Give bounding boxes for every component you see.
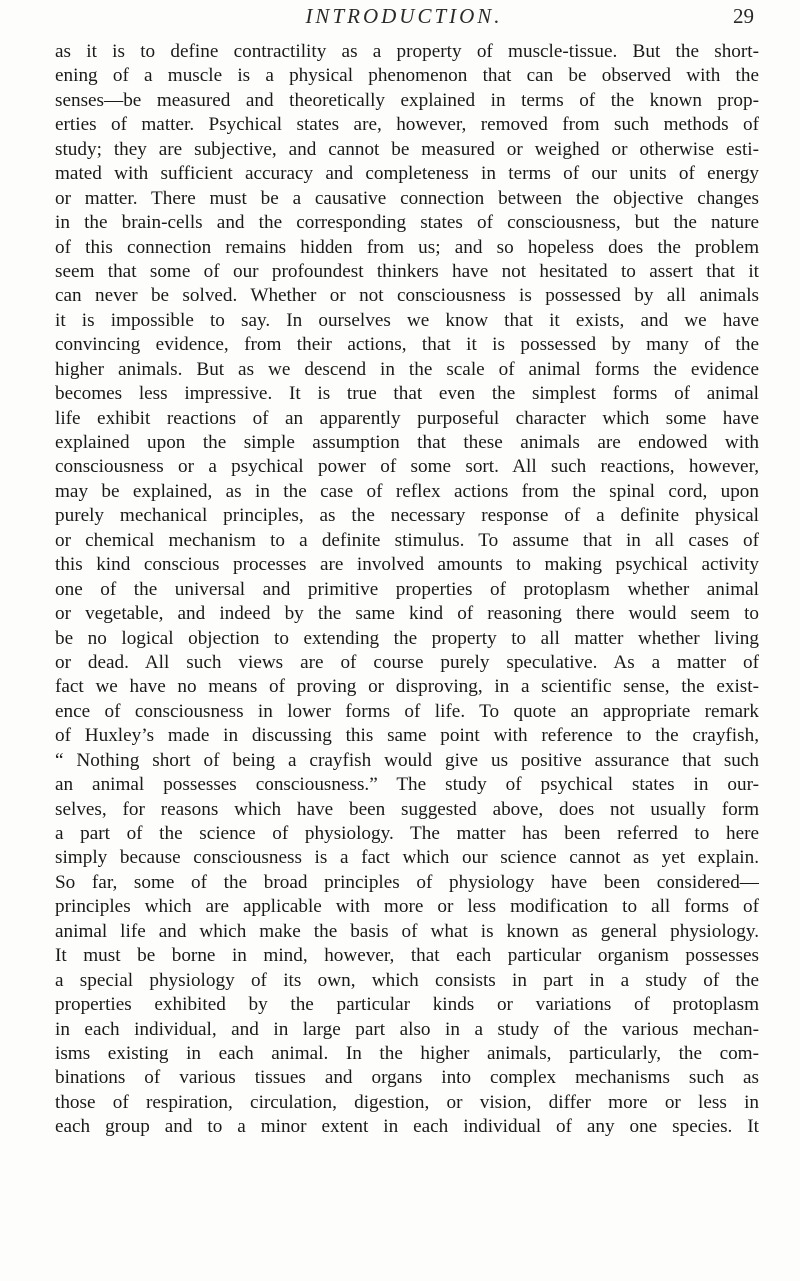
text-line: an animal possesses consciousness.” The study of psychical states in our- xyxy=(55,774,759,796)
text-line: be no logical objection to extending the property to all matter whether living xyxy=(55,627,759,649)
text-line: in the brain-cells and the corresponding states of consciousness, but the nature xyxy=(55,212,759,234)
text-line: or chemical mechanism to a definite stimulus. To assume that in all cases of xyxy=(55,529,759,551)
text-line: this kind conscious processes are involved amounts to making psychical activity xyxy=(55,554,759,576)
text-line: higher animals. But as we descend in the scale of animal forms the evidence xyxy=(55,358,759,380)
text-line: properties exhibited by the particular kinds or variations of protoplasm xyxy=(55,994,759,1016)
text-line: study; they are subjective, and cannot be measured or weighed or otherwise esti- xyxy=(55,138,759,160)
text-line: a special physiology of its own, which consists in part in a study of the xyxy=(55,969,759,991)
text-line: or dead. All such views are of course purely speculative. As a matter of xyxy=(55,651,759,673)
text-line: or matter. There must be a causative connection between the objective changes xyxy=(55,187,759,209)
body-text xyxy=(55,40,759,1140)
text-line: principles which are applicable with more or less modification to all forms of xyxy=(55,896,759,918)
text-line: can never be solved. Whether or not consciousness is possessed by all animals xyxy=(55,285,759,307)
text-line: or vegetable, and indeed by the same kind of reasoning there would seem to xyxy=(55,603,759,625)
text-line: ence of consciousness in lower forms of life. To quote an appropriate remark xyxy=(55,700,759,722)
text-line: seem that some of our profoundest thinkers have not hesitated to assert that it xyxy=(55,260,759,282)
text-line: animal life and which make the basis of what is known as general physiology. xyxy=(55,920,759,942)
text-line: of this connection remains hidden from us; and so hopeless does the problem xyxy=(55,236,759,258)
running-title: INTRODUCTION. xyxy=(305,4,503,28)
text-line: as it is to define contractility as a property of muscle-tissue. But the short- xyxy=(55,41,759,62)
text-line: a part of the science of physiology. The matter has been referred to here xyxy=(55,823,759,844)
text-line: selves, for reasons which have been suggested above, does not usually form xyxy=(55,798,759,820)
text-line: senses—be measured and theoretically explained in terms of the known prop- xyxy=(55,89,759,111)
text-line: erties of matter. Psychical states are, however, removed from such methods of xyxy=(55,114,759,136)
text-line: life exhibit reactions of an apparently purposeful character which some have xyxy=(55,407,759,429)
text-line: convincing evidence, from their actions, that it is possessed by many of the xyxy=(55,334,759,356)
text-line: may be explained, as in the case of reflex actions from the spinal cord, upon xyxy=(55,480,759,502)
text-line: simply because consciousness is a fact which our science cannot as yet explain. xyxy=(55,847,759,869)
text-line: mated with sufficient accuracy and completeness in terms of our units of energy xyxy=(55,163,759,185)
text-line: one of the universal and primitive properties of protoplasm whether animal xyxy=(55,578,759,600)
text-line: each group and to a minor extent in each individual of any one species. It xyxy=(55,1116,759,1138)
text-line: consciousness or a psychical power of some sort. All such reactions, however, xyxy=(55,456,759,478)
text-line: So far, some of the broad principles of physiology have been considered— xyxy=(55,871,759,893)
text-line: It must be borne in mind, however, that each particular organism possesses xyxy=(55,945,759,967)
text-line: ening of a muscle is a physical phenomenon that can be observed with the xyxy=(55,65,759,87)
text-line: it is impossible to say. In ourselves we know that it exists, and we have xyxy=(55,309,759,331)
running-head xyxy=(48,4,760,34)
text-line: “ Nothing short of being a crayfish would give us positive assurance that such xyxy=(55,749,759,771)
text-line: becomes less impressive. It is true that even the simplest forms of animal xyxy=(55,383,759,405)
text-line: binations of various tissues and organs into complex mechanisms such as xyxy=(55,1067,759,1089)
page-number: 29 xyxy=(733,4,754,28)
text-line: those of respiration, circulation, digestion, or vision, differ more or less in xyxy=(55,1091,759,1113)
text-line: explained upon the simple assumption that these animals are endowed with xyxy=(55,432,759,453)
text-line: isms existing in each animal. In the higher animals, particularly, the com- xyxy=(55,1042,759,1064)
text-line: in each individual, and in large part also in a study of the various mechan- xyxy=(55,1018,759,1040)
text-line: fact we have no means of proving or disproving, in a scientific sense, the exist- xyxy=(55,676,759,698)
text-line: purely mechanical principles, as the necessary response of a definite physical xyxy=(55,505,759,527)
text-line: of Huxley’s made in discussing this same point with reference to the crayfish, xyxy=(55,725,759,747)
